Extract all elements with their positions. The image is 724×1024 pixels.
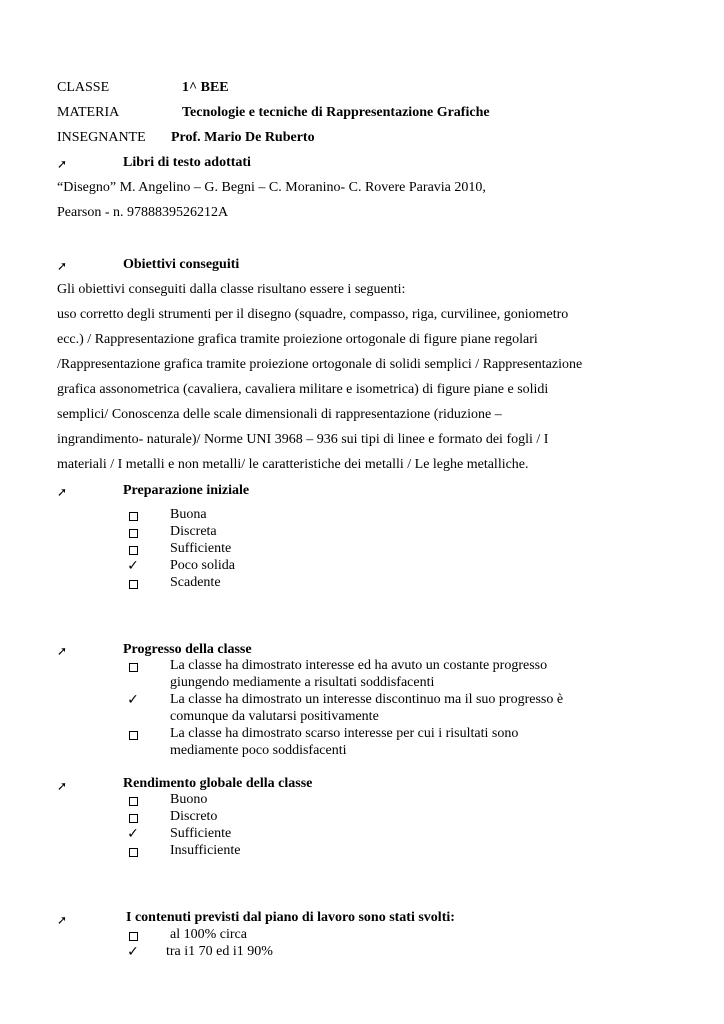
obiettivi-line: ingrandimento- naturale)/ Norme UNI 3968 – 936 sui tipi di linee e formato dei fogli / I — [57, 432, 549, 447]
preparazione-heading: Preparazione iniziale — [123, 483, 250, 498]
checkmark-icon[interactable] — [126, 826, 140, 843]
option-label: tra i1 70 ed i1 90% — [166, 944, 273, 959]
arrow-icon: ➚ — [57, 779, 68, 793]
checkmark-glyph: ✓ — [127, 558, 139, 574]
checkbox-square — [129, 580, 138, 589]
checkmark-icon[interactable] — [126, 692, 140, 709]
checkmark-icon[interactable] — [126, 558, 140, 575]
classe-value: 1^ BEE — [182, 80, 229, 95]
checkbox-icon[interactable] — [126, 578, 140, 594]
option-label: La classe ha dimostrato un interesse discontinuo ma il suo progresso è — [170, 692, 564, 707]
option-label: Insufficiente — [170, 843, 241, 858]
checkbox-icon[interactable] — [126, 661, 140, 677]
progresso-heading: Progresso della classe — [123, 642, 252, 657]
arrow-icon: ➚ — [57, 644, 68, 658]
checkbox-icon[interactable] — [126, 795, 140, 811]
checkmark-glyph: ✓ — [127, 692, 139, 708]
obiettivi-line: semplici/ Conoscenza delle scale dimensionali di rappresentazione (riduzione – — [57, 407, 502, 422]
rendimento-heading: Rendimento globale della classe — [123, 776, 313, 791]
checkbox-icon[interactable] — [126, 846, 140, 862]
checkbox-square — [129, 512, 138, 521]
option-label: giungendo mediamente a risultati soddisfacenti — [170, 675, 435, 690]
arrow-icon: ➚ — [57, 913, 68, 927]
option-label: Poco solida — [170, 558, 235, 573]
checkbox-square — [129, 814, 138, 823]
classe-label: CLASSE — [57, 80, 110, 95]
option-label: Buona — [170, 507, 207, 522]
option-label: comunque da valutarsi positivamente — [170, 709, 379, 724]
obiettivi-line: grafica assonometrica (cavaliera, cavaliera militare e isometrica) di figure piane e solidi — [57, 382, 549, 397]
checkbox-square — [129, 529, 138, 538]
arrow-icon: ➚ — [57, 485, 68, 499]
option-label: Scadente — [170, 575, 221, 590]
libri-heading: Libri di testo adottati — [123, 155, 251, 170]
obiettivi-heading: Obiettivi conseguiti — [123, 257, 240, 272]
obiettivi-line: Gli obiettivi conseguiti dalla classe risultano essere i seguenti: — [57, 282, 406, 297]
option-label: Buono — [170, 792, 208, 807]
arrow-icon: ➚ — [57, 157, 68, 171]
option-label: Sufficiente — [170, 826, 232, 841]
libri-line: “Disegno” M. Angelino – G. Begni – C. Moranino- C. Rovere Paravia 2010, — [57, 180, 486, 195]
obiettivi-line: materiali / I metalli e non metalli/ le caratteristiche dei metalli / Le leghe metalliche. — [57, 457, 529, 472]
obiettivi-line: uso corretto degli strumenti per il disegno (squadre, compasso, riga, curvilinee, goniometro — [57, 307, 569, 322]
checkbox-square — [129, 848, 138, 857]
libri-line: Pearson - n. 9788839526212A — [57, 205, 229, 220]
checkbox-square — [129, 663, 138, 672]
obiettivi-line: /Rappresentazione grafica tramite proiezione ortogonale di solidi semplici / Rappresentazione — [57, 357, 583, 372]
checkmark-icon[interactable] — [126, 944, 140, 961]
checkbox-square — [129, 731, 138, 740]
checkbox-square — [129, 932, 138, 941]
materia-value: Tecnologie e tecniche di Rappresentazione Grafiche — [182, 105, 490, 120]
option-label: Sufficiente — [170, 541, 232, 556]
insegnante-value: Prof. Mario De Ruberto — [171, 130, 315, 145]
checkmark-glyph: ✓ — [127, 944, 139, 960]
materia-label: MATERIA — [57, 105, 120, 120]
checkbox-icon[interactable] — [126, 527, 140, 543]
obiettivi-line: ecc.) / Rappresentazione grafica tramite proiezione ortogonale di figure piane regolari — [57, 332, 538, 347]
checkbox-icon[interactable] — [126, 510, 140, 526]
option-label: La classe ha dimostrato interesse ed ha avuto un costante progresso — [170, 658, 548, 673]
option-label: mediamente poco soddisfacenti — [170, 743, 347, 758]
checkbox-icon[interactable] — [126, 729, 140, 745]
checkmark-glyph: ✓ — [127, 826, 139, 842]
checkbox-square — [129, 797, 138, 806]
contenuti-heading: I contenuti previsti dal piano di lavoro sono stati svolti: — [126, 910, 455, 925]
insegnante-label: INSEGNANTE — [57, 130, 146, 145]
option-label: Discreta — [170, 524, 217, 539]
checkbox-square — [129, 546, 138, 555]
arrow-icon: ➚ — [57, 259, 68, 273]
option-label: Discreto — [170, 809, 218, 824]
option-label: al 100% circa — [170, 927, 247, 942]
option-label: La classe ha dimostrato scarso interesse per cui i risultati sono — [170, 726, 519, 741]
